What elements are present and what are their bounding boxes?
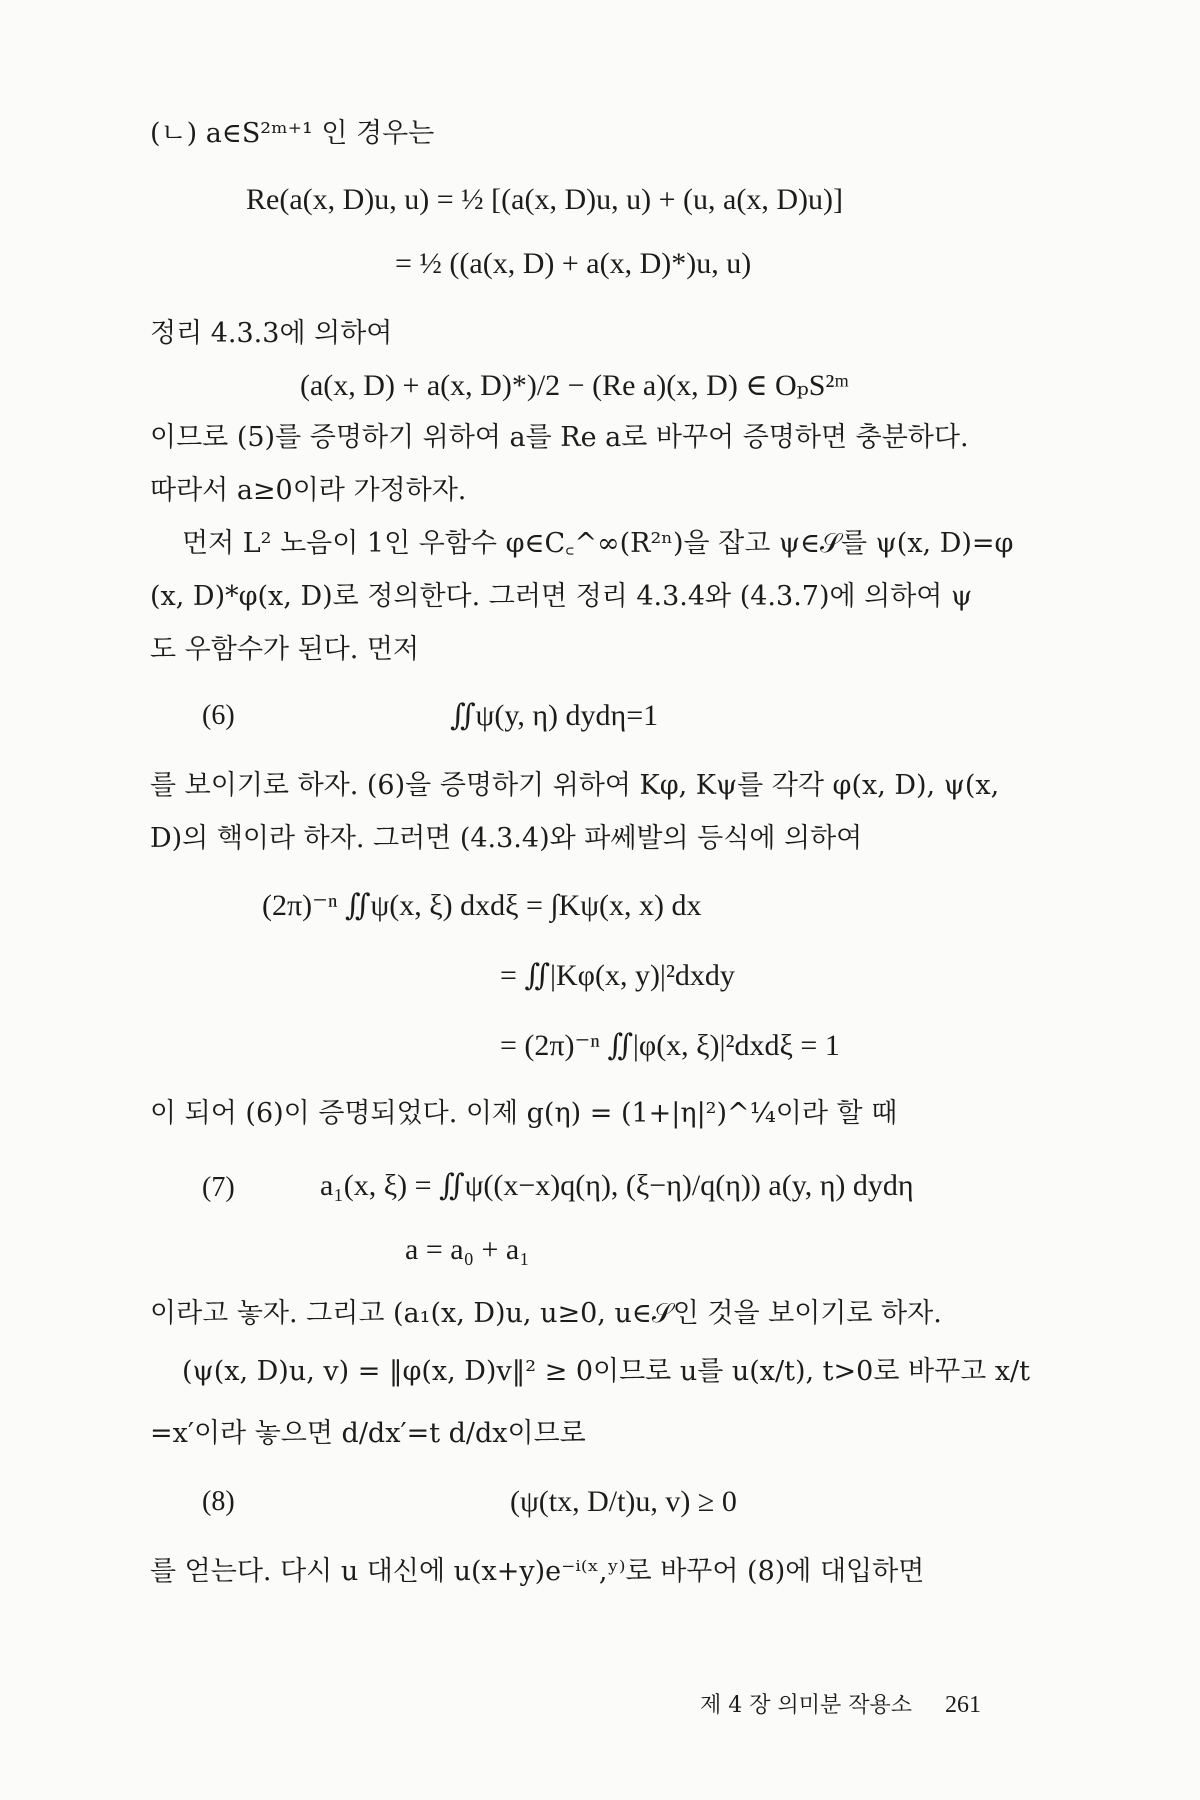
text-line: 이므로 (5)를 증명하기 위하여 a를 Re a로 바꾸어 증명하면 충분하다.	[150, 422, 969, 453]
text-line: (x, D)*φ(x, D)로 정의한다. 그러면 정리 4.3.4와 (4.3.7)에 의하여 ψ	[150, 581, 973, 612]
equation-line: = (2π)⁻ⁿ ∬|φ(x, ξ)|²dxdξ = 1	[500, 1029, 840, 1062]
text-line: 정리 4.3.3에 의하여	[150, 318, 393, 349]
equation-line: ∬ψ(y, η) dydη=1	[450, 699, 659, 732]
text-line: 먼저 L² 노음이 1인 우함수 φ∈C꜀^∞(R²ⁿ)을 잡고 ψ∈𝒮를 ψ(x, D)=φ	[182, 528, 1014, 559]
equation-number: (8)	[202, 1486, 235, 1517]
text-line: =x′이라 놓으면 d/dx′=t d/dx이므로	[150, 1418, 586, 1449]
equation-line: Re(a(x, D)u, u) = ½ [(a(x, D)u, u) + (u, a(x, D)u)]	[246, 183, 843, 216]
equation-line: = ∬|Kφ(x, y)|²dxdy	[500, 959, 735, 992]
text-line: 를 보이기로 하자. (6)을 증명하기 위하여 Kφ, Kψ를 각각 φ(x, D), ψ(x,	[150, 770, 1000, 801]
equation-line: a = a₀ + a₁	[405, 1233, 530, 1266]
equation-number: (6)	[202, 700, 235, 731]
equation-number: (7)	[202, 1172, 235, 1203]
text-line: 를 얻는다. 다시 u 대신에 u(x+y)e⁻ⁱ⁽ˣ,ʸ⁾로 바꾸어 (8)에 대입하면	[150, 1556, 925, 1587]
text-line: (ψ(x, D)u, v) = ‖φ(x, D)v‖² ≥ 0이므로 u를 u(x/t), t>0로 바꾸고 x/t	[182, 1356, 1030, 1387]
equation-line: a₁(x, ξ) = ∬ψ((x−x)q(η), (ξ−η)/q(η)) a(y, η) dydη	[320, 1169, 914, 1202]
page-footer	[700, 1688, 981, 1719]
equation-line: (a(x, D) + a(x, D)*)/2 − (Re a)(x, D) ∈ OₚS²ᵐ	[300, 369, 850, 402]
page-number: 261	[945, 1692, 981, 1718]
text-line: 따라서 a≥0이라 가정하자.	[150, 475, 467, 506]
text-line: 이라고 놓자. 그리고 (a₁(x, D)u, u≥0, u∈𝒮인 것을 보이기로 하자.	[150, 1298, 942, 1329]
text-line: (ㄴ) a∈S²ᵐ⁺¹ 인 경우는	[150, 118, 435, 149]
equation-line: (ψ(tx, D/t)u, v) ≥ 0	[510, 1485, 737, 1518]
chapter-title: 제 4 장 의미분 작용소	[700, 1693, 912, 1718]
text-line: D)의 핵이라 하자. 그러면 (4.3.4)와 파쎄발의 등식에 의하여	[150, 823, 863, 854]
text-line: 이 되어 (6)이 증명되었다. 이제 g(η) = (1+|η|²)^¼이라 할 때	[150, 1098, 898, 1129]
equation-line: = ½ ((a(x, D) + a(x, D)*)u, u)	[395, 247, 752, 280]
text-line: 도 우함수가 된다. 먼저	[150, 634, 420, 665]
equation-line: (2π)⁻ⁿ ∬ψ(x, ξ) dxdξ = ∫Kψ(x, x) dx	[262, 889, 702, 922]
